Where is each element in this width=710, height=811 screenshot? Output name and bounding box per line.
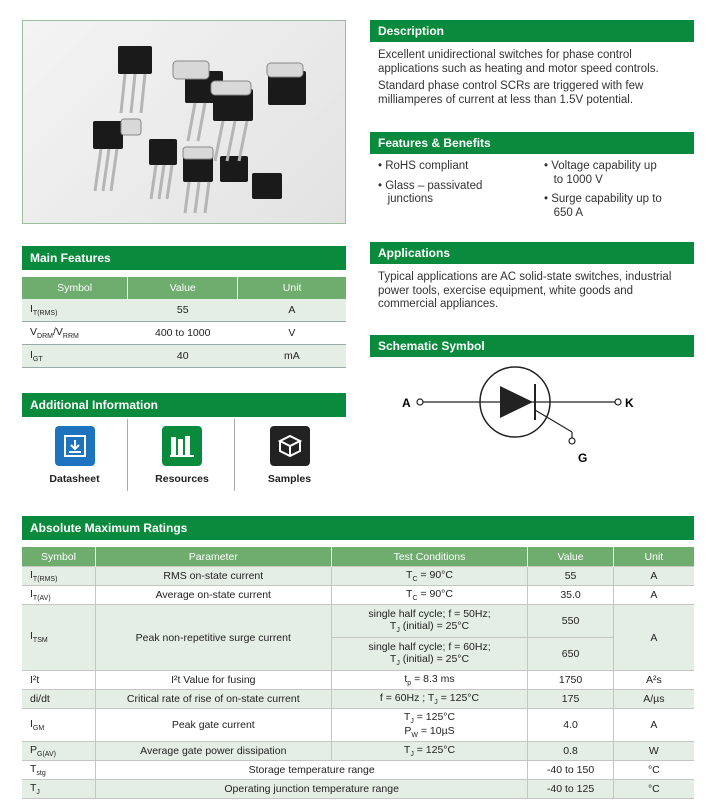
samples-label: Samples (267, 473, 312, 485)
main-features-heading: Main Features (30, 251, 111, 265)
gate-wire (535, 410, 572, 432)
feature-item: • Surge capability up to 650 A (544, 193, 662, 219)
scr-schematic-symbol (390, 362, 650, 472)
table-row: $T_{stg}$ Storage temperature range -40 to 150 °C (22, 761, 694, 780)
scr-packages-photo (23, 21, 346, 224)
features-left-list (378, 160, 538, 207)
gate-terminal (569, 438, 575, 444)
table-row: $I_{TSM}$ Peak non-repetitive surge current single half cycle; f = 50Hz; $T_J$ (initial) = 25°C 550 A (22, 605, 694, 638)
applications-heading: Applications (378, 246, 451, 260)
additional-info-heading: Additional Information (30, 398, 158, 412)
table-row: $P_{G(AV)}$ Average gate power dissipation $T_J = 125^\circ C$ 0.8 W (22, 742, 694, 761)
diode-triangle (500, 386, 533, 418)
label-k: K (625, 396, 634, 410)
label-a: A (402, 396, 411, 410)
resources-link[interactable] (130, 426, 234, 485)
resources-label: Resources (155, 473, 209, 485)
table-row: $I_{T(AV)}$ Average on-state current $T_C = 90^\circ C$ 35.0 A (22, 586, 694, 605)
datasheet-link[interactable] (22, 426, 127, 485)
books-icon (162, 426, 202, 466)
col-unit: Unit (238, 277, 346, 299)
product-photo (22, 20, 346, 224)
features-heading: Features & Benefits (378, 136, 491, 150)
table-row: $T_J$ Operating junction temperature range -40 to 125 °C (22, 780, 694, 799)
description-header (370, 20, 694, 42)
main-features-header (22, 246, 346, 270)
description-line: Excellent unidirectional switches for phase control (378, 49, 632, 61)
col-symbol: Symbol (22, 277, 128, 299)
table-row: $I_{T(RMS)}$ RMS on-state current $T_C = 90^\circ C$ 55 A (22, 567, 694, 586)
table-row: single half cycle; f = 60Hz; $T_J$ (initial) = 25°C 650 (22, 638, 694, 671)
feature-item: • Voltage capability up to 1000 V (544, 160, 657, 186)
description-text (378, 49, 694, 107)
applications-header (370, 242, 694, 264)
samples-link[interactable] (237, 426, 342, 485)
table-row: $I_{T(RMS)}$ 55 A (22, 299, 346, 322)
description-line: Standard phase control SCRs are triggered with few (378, 80, 644, 92)
feature-item: • Glass – passivated junctions (378, 179, 483, 205)
table-row: di/dt Critical rate of rise of on-state current f = 60Hz ; $T_J = 125^\circ C$ 175 A/µs (22, 690, 694, 709)
anode-terminal (417, 399, 423, 405)
amr-table (22, 547, 694, 799)
applications-text: Typical applications are AC solid-state switches, industrial power tools, exercise equipment, white goods and commercial appliances. (378, 271, 672, 310)
description-heading: Description (378, 24, 445, 38)
features-right-list (544, 160, 694, 220)
table-header-row (22, 277, 346, 299)
label-g: G (578, 451, 588, 465)
features-header (370, 132, 694, 154)
amr-heading: Absolute Maximum Ratings (30, 521, 188, 535)
description-line: milliamperes of current at less than 1.5V potential. (378, 93, 634, 106)
table-row: I²t I²t Value for fusing $t_p = 8.3$ ms 1750 A²s (22, 671, 694, 690)
main-features-table (22, 277, 346, 368)
cathode-terminal (615, 399, 621, 405)
description-line: applications such as heating and motor speed controls. (378, 62, 659, 75)
schematic-header (370, 335, 694, 357)
box-icon (270, 426, 310, 466)
additional-info-header (22, 393, 346, 417)
table-row: $V_{DRM}/V_{RRM}$ 400 to 1000 V (22, 322, 346, 345)
datasheet-label: Datasheet (49, 473, 100, 485)
datasheet-icon (55, 426, 95, 466)
table-row: $I_{GT}$ 40 mA (22, 345, 346, 368)
amr-header (22, 516, 694, 540)
table-header-row: Symbol Parameter Test Conditions Value Unit (22, 547, 694, 567)
feature-item: • RoHS compliant (378, 160, 469, 172)
col-value: Value (128, 277, 238, 299)
schematic-heading: Schematic Symbol (378, 339, 485, 353)
table-row: $I_{GM}$ Peak gate current $T_J = 125^\circ C$ $P_W = 10\mu S$ 4.0 A (22, 709, 694, 742)
